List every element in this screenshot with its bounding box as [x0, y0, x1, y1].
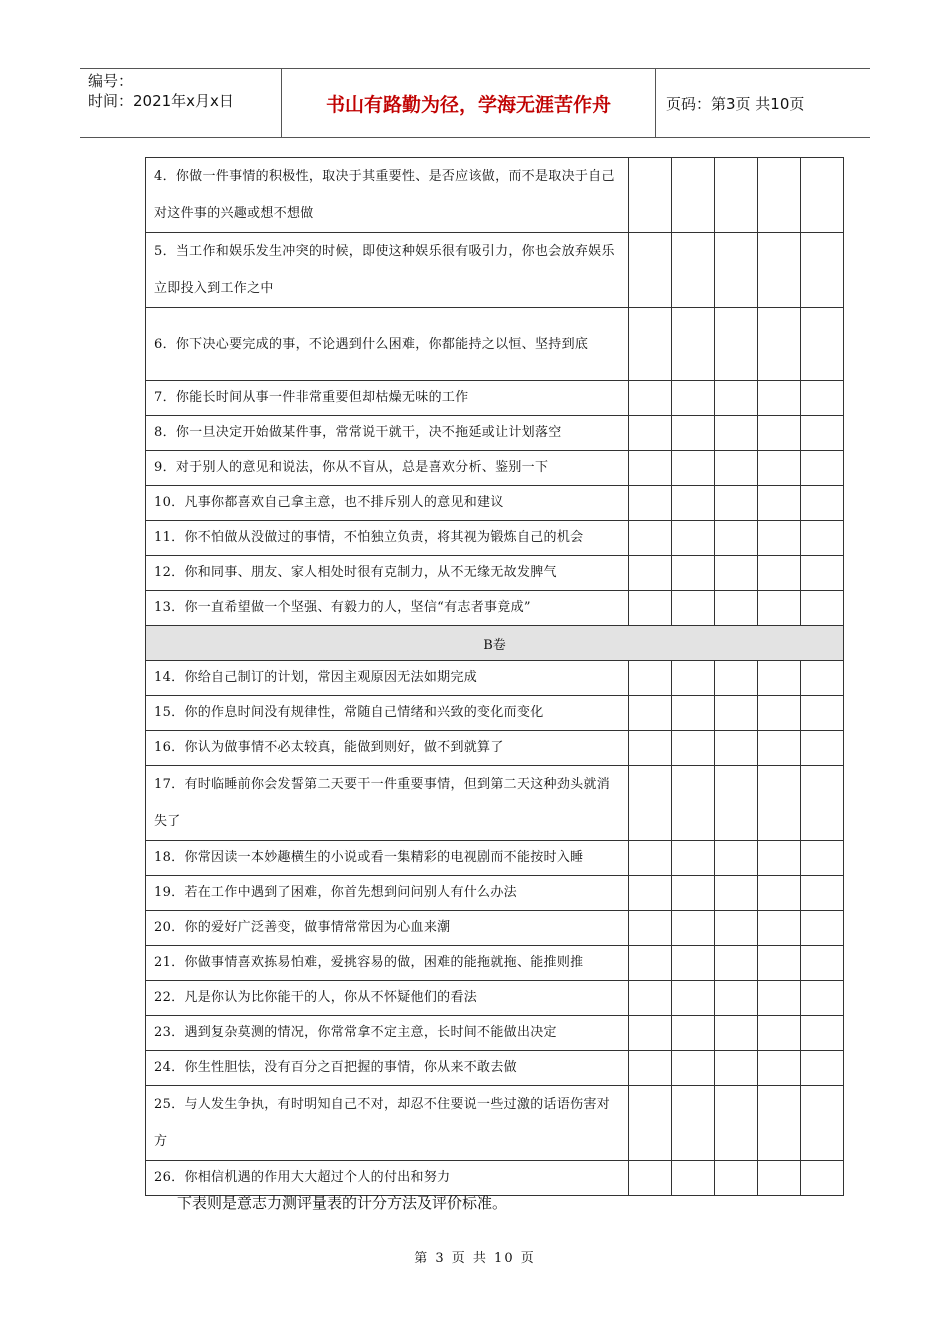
answer-cell[interactable] [715, 981, 758, 1016]
answer-cell[interactable] [672, 381, 715, 416]
answer-cell[interactable] [758, 521, 801, 556]
question-row [146, 1016, 844, 1051]
answer-cell[interactable] [629, 1016, 672, 1051]
answer-cell[interactable] [801, 591, 844, 626]
question-row [146, 1086, 844, 1161]
answer-cell[interactable] [758, 381, 801, 416]
answer-cell[interactable] [715, 1051, 758, 1086]
answer-cell[interactable] [801, 841, 844, 876]
question-row [146, 946, 844, 981]
question-row [146, 521, 844, 556]
answer-cell[interactable] [801, 556, 844, 591]
page-header [80, 68, 870, 138]
answer-cell[interactable] [801, 876, 844, 911]
question-row [146, 911, 844, 946]
question-row [146, 981, 844, 1016]
answer-cell[interactable] [758, 981, 801, 1016]
answer-cell[interactable] [801, 661, 844, 696]
answer-cell[interactable] [672, 233, 715, 308]
answer-cell[interactable] [672, 1051, 715, 1086]
answer-cell[interactable] [801, 1051, 844, 1086]
answer-cell[interactable] [672, 1016, 715, 1051]
answer-cell[interactable] [758, 661, 801, 696]
questionnaire-table [145, 157, 844, 1196]
answer-cell[interactable] [672, 876, 715, 911]
question-text: 20．你的爱好广泛善变，做事情常常因为心血来潮 [146, 911, 629, 946]
question-row [146, 451, 844, 486]
answer-cell[interactable] [629, 556, 672, 591]
answer-cell[interactable] [715, 158, 758, 233]
answer-cell[interactable] [801, 158, 844, 233]
answer-cell[interactable] [629, 1051, 672, 1086]
question-row [146, 1051, 844, 1086]
answer-cell[interactable] [672, 591, 715, 626]
question-row [146, 661, 844, 696]
answer-cell[interactable] [629, 766, 672, 841]
answer-cell[interactable] [801, 521, 844, 556]
answer-cell[interactable] [801, 731, 844, 766]
answer-cell[interactable] [672, 416, 715, 451]
answer-cell[interactable] [758, 1051, 801, 1086]
answer-cell[interactable] [801, 381, 844, 416]
answer-cell[interactable] [758, 1161, 801, 1196]
question-row [146, 158, 844, 233]
answer-cell[interactable] [715, 1161, 758, 1196]
answer-cell[interactable] [629, 661, 672, 696]
note-text: 下表则是意志力测评量表的计分方法及评价标准。 [177, 1194, 508, 1212]
answer-cell[interactable] [672, 661, 715, 696]
question-text: 6．你下决心要完成的事，不论遇到什么困难，你都能持之以恒、坚持到底 [146, 308, 629, 381]
header-meta [80, 69, 282, 137]
question-text: 26．你相信机遇的作用大大超过个人的付出和努力 [146, 1161, 629, 1196]
answer-cell[interactable] [758, 486, 801, 521]
question-text: 22．凡是你认为比你能干的人，你从不怀疑他们的看法 [146, 981, 629, 1016]
answer-cell[interactable] [758, 766, 801, 841]
question-text: 15．你的作息时间没有规律性，常随自己情绪和兴致的变化而变化 [146, 696, 629, 731]
answer-cell[interactable] [672, 731, 715, 766]
answer-cell[interactable] [715, 591, 758, 626]
answer-cell[interactable] [715, 521, 758, 556]
answer-cell[interactable] [801, 416, 844, 451]
question-row [146, 416, 844, 451]
answer-cell[interactable] [801, 911, 844, 946]
answer-cell[interactable] [758, 451, 801, 486]
question-text: 11．你不怕做从没做过的事情，不怕独立负责，将其视为锻炼自己的机会 [146, 521, 629, 556]
answer-cell[interactable] [758, 233, 801, 308]
answer-cell[interactable] [801, 1016, 844, 1051]
answer-cell[interactable] [758, 308, 801, 381]
answer-cell[interactable] [629, 1161, 672, 1196]
answer-cell[interactable] [801, 308, 844, 381]
answer-cell[interactable] [629, 981, 672, 1016]
answer-cell[interactable] [629, 308, 672, 381]
answer-cell[interactable] [715, 233, 758, 308]
answer-cell[interactable] [629, 731, 672, 766]
question-row [146, 766, 844, 841]
question-text: 19．若在工作中遇到了困难，你首先想到问问别人有什么办法 [146, 876, 629, 911]
answer-cell[interactable] [672, 911, 715, 946]
answer-cell[interactable] [629, 486, 672, 521]
answer-cell[interactable] [672, 451, 715, 486]
answer-cell[interactable] [801, 981, 844, 1016]
answer-cell[interactable] [715, 451, 758, 486]
question-text: 23．遇到复杂莫测的情况，你常常拿不定主意，长时间不能做出决定 [146, 1016, 629, 1051]
answer-cell[interactable] [672, 158, 715, 233]
answer-cell[interactable] [801, 1161, 844, 1196]
question-row [146, 696, 844, 731]
answer-cell[interactable] [715, 486, 758, 521]
question-text: 10．凡事你都喜欢自己拿主意，也不排斥别人的意见和建议 [146, 486, 629, 521]
answer-cell[interactable] [629, 696, 672, 731]
answer-cell[interactable] [715, 1016, 758, 1051]
question-text: 8．你一旦决定开始做某件事，常常说干就干，决不拖延或让计划落空 [146, 416, 629, 451]
answer-cell[interactable] [801, 696, 844, 731]
question-text: 5．当工作和娱乐发生冲突的时候，即使这种娱乐很有吸引力，你也会放弃娱乐立即投入到工作之中 [146, 233, 629, 308]
motto: 书山有路勤为径，学海无涯苦作舟 [282, 69, 656, 137]
answer-cell[interactable] [715, 946, 758, 981]
page-footer: 第 3 页 共 10 页 [414, 1251, 536, 1266]
answer-cell[interactable] [629, 416, 672, 451]
question-row [146, 1161, 844, 1196]
answer-cell[interactable] [672, 1161, 715, 1196]
section-b-row [146, 626, 844, 661]
answer-cell[interactable] [629, 521, 672, 556]
answer-cell[interactable] [758, 158, 801, 233]
question-row [146, 841, 844, 876]
answer-cell[interactable] [629, 158, 672, 233]
answer-cell[interactable] [672, 946, 715, 981]
question-text: 25．与人发生争执，有时明知自己不对，却忍不住要说一些过激的话语伤害对方 [146, 1086, 629, 1161]
answer-cell[interactable] [758, 876, 801, 911]
answer-cell[interactable] [672, 981, 715, 1016]
question-row [146, 556, 844, 591]
answer-cell[interactable] [715, 841, 758, 876]
answer-cell[interactable] [629, 911, 672, 946]
answer-cell[interactable] [758, 1086, 801, 1161]
answer-cell[interactable] [715, 661, 758, 696]
question-row [146, 731, 844, 766]
question-row [146, 876, 844, 911]
answer-cell[interactable] [672, 841, 715, 876]
question-row [146, 308, 844, 381]
question-text: 9．对于别人的意见和说法，你从不盲从，总是喜欢分析、鉴别一下 [146, 451, 629, 486]
answer-cell[interactable] [758, 911, 801, 946]
answer-cell[interactable] [672, 308, 715, 381]
answer-cell[interactable] [758, 556, 801, 591]
answer-cell[interactable] [715, 696, 758, 731]
question-row [146, 591, 844, 626]
answer-cell[interactable] [758, 591, 801, 626]
answer-cell[interactable] [715, 416, 758, 451]
question-text: 21．你做事情喜欢拣易怕难，爱挑容易的做，困难的能拖就拖、能推则推 [146, 946, 629, 981]
question-text: 17．有时临睡前你会发誓第二天要干一件重要事情，但到第二天这种劲头就消失了 [146, 766, 629, 841]
answer-cell[interactable] [758, 731, 801, 766]
question-row [146, 486, 844, 521]
answer-cell[interactable] [801, 766, 844, 841]
answer-cell[interactable] [758, 416, 801, 451]
answer-cell[interactable] [758, 696, 801, 731]
answer-cell[interactable] [801, 451, 844, 486]
answer-cell[interactable] [629, 451, 672, 486]
answer-cell[interactable] [715, 556, 758, 591]
answer-cell[interactable] [629, 1086, 672, 1161]
answer-cell[interactable] [758, 841, 801, 876]
answer-cell[interactable] [801, 1086, 844, 1161]
time-label: 时间：2021年x月x日 [88, 92, 234, 110]
answer-cell[interactable] [758, 1016, 801, 1051]
answer-cell[interactable] [715, 766, 758, 841]
serial-label: 编号： [88, 72, 134, 90]
answer-cell[interactable] [715, 308, 758, 381]
answer-cell[interactable] [629, 841, 672, 876]
answer-cell[interactable] [672, 1086, 715, 1161]
answer-cell[interactable] [801, 946, 844, 981]
answer-cell[interactable] [801, 233, 844, 308]
answer-cell[interactable] [629, 591, 672, 626]
answer-cell[interactable] [801, 486, 844, 521]
answer-cell[interactable] [672, 521, 715, 556]
answer-cell[interactable] [629, 233, 672, 308]
answer-cell[interactable] [758, 946, 801, 981]
question-text: 12．你和同事、朋友、家人相处时很有克制力，从不无缘无故发脾气 [146, 556, 629, 591]
answer-cell[interactable] [715, 911, 758, 946]
answer-cell[interactable] [672, 486, 715, 521]
answer-cell[interactable] [672, 696, 715, 731]
answer-cell[interactable] [715, 381, 758, 416]
question-text: 16．你认为做事情不必太较真，能做到则好，做不到就算了 [146, 731, 629, 766]
question-text: 18．你常因读一本妙趣横生的小说或看一集精彩的电视剧而不能按时入睡 [146, 841, 629, 876]
section-b-label: B卷 [146, 626, 844, 661]
question-text: 24．你生性胆怯，没有百分之百把握的事情，你从来不敢去做 [146, 1051, 629, 1086]
answer-cell[interactable] [629, 876, 672, 911]
question-text: 4．你做一件事情的积极性，取决于其重要性、是否应该做，而不是取决于自己对这件事的兴趣或想不想做 [146, 158, 629, 233]
answer-cell[interactable] [672, 556, 715, 591]
page-label: 页码：第3页 共10页 [666, 94, 805, 113]
answer-cell[interactable] [715, 1086, 758, 1161]
answer-cell[interactable] [629, 381, 672, 416]
question-text: 13．你一直希望做一个坚强、有毅力的人，坚信“有志者事竟成” [146, 591, 629, 626]
question-row [146, 381, 844, 416]
answer-cell[interactable] [715, 876, 758, 911]
question-text: 14．你给自己制订的计划，常因主观原因无法如期完成 [146, 661, 629, 696]
question-row [146, 233, 844, 308]
answer-cell[interactable] [715, 731, 758, 766]
question-text: 7．你能长时间从事一件非常重要但却枯燥无味的工作 [146, 381, 629, 416]
answer-cell[interactable] [629, 946, 672, 981]
answer-cell[interactable] [672, 766, 715, 841]
